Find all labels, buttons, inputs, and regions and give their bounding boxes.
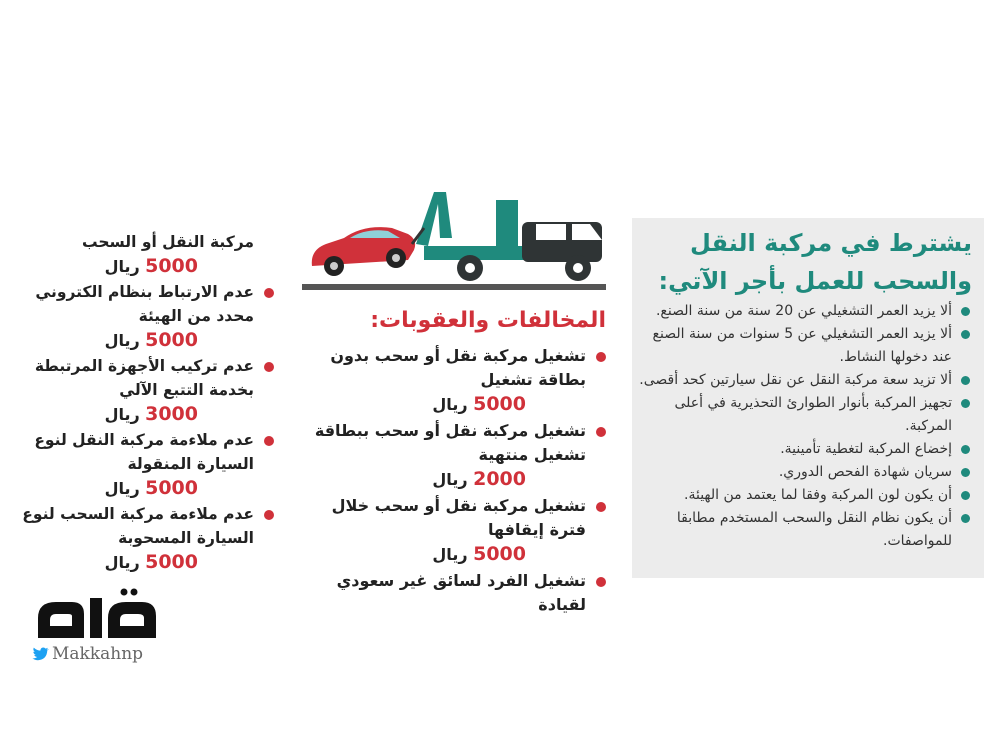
violation-text: تشغيل مركبة نقل أو سحب خلال فترة إيقافها [331, 496, 586, 539]
fine-text: عدم تركيب الأجهزة المرتبطة بخدمة التتبع الآلي [34, 357, 254, 399]
truck-body-icon [424, 200, 602, 281]
twitter-handle: Makkahnp [32, 644, 143, 664]
conditions-list [632, 300, 970, 553]
bullet-icon [961, 376, 970, 385]
bullet-icon [961, 307, 970, 316]
bullet-icon [961, 399, 970, 408]
tow-boom-icon [412, 192, 452, 246]
fine-amount: 5000 ريال [104, 477, 198, 499]
fine-item [12, 502, 274, 575]
tow-truck-illustration [304, 188, 608, 284]
condition-item: سريان شهادة الفحص الدوري. [632, 461, 970, 484]
condition-item: ألا يزيد العمر التشغيلي عن 20 سنة من سنة الصنع. [632, 300, 970, 323]
fine-item [12, 280, 274, 353]
fine-text: عدم الارتباط بنظام الكتروني محدد من الهيئة [35, 283, 254, 325]
violation-item [306, 344, 606, 417]
violations-list [306, 344, 606, 617]
bullet-icon [961, 445, 970, 454]
violation-item [306, 569, 606, 617]
violations-title: المخالفات والعقوبات: [370, 308, 606, 333]
bullet-icon [961, 491, 970, 500]
bullet-icon [596, 352, 606, 362]
condition-item: ألا يزيد العمر التشغيلي عن 5 سنوات من سنة الصنع عند دخولها النشاط. [632, 323, 970, 369]
bullet-icon [264, 362, 274, 372]
fine-amount: 3000 ريال [104, 403, 198, 425]
conditions-title: يشترط في مركبة النقل والسحب للعمل بأجر الآتي: [658, 229, 972, 295]
fine-amount: 5000 ريال [432, 543, 526, 565]
fine-item [12, 354, 274, 427]
fine-text: عدم ملاءمة مركبة النقل لنوع السيارة المنقولة [34, 431, 254, 473]
twitter-icon [32, 647, 50, 661]
violation-item [306, 494, 606, 567]
bullet-icon [961, 330, 970, 339]
fine-item [12, 230, 274, 279]
bullet-icon [264, 510, 274, 520]
bullet-icon [961, 468, 970, 477]
fine-text: عدم ملاءمة مركبة السحب لنوع السيارة المسحوبة [22, 505, 254, 547]
bullet-icon [961, 514, 970, 523]
violation-text: تشغيل مركبة نقل أو سحب بدون بطاقة تشغيل [330, 346, 586, 389]
fines-list [12, 230, 274, 576]
violation-text: تشغيل مركبة نقل أو سحب ببطاقة تشغيل منتهية [314, 421, 586, 464]
violation-item [306, 419, 606, 492]
fine-text: مركبة النقل أو السحب [81, 233, 254, 251]
fine-amount: 2000 ريال [432, 468, 526, 490]
towed-car-icon [312, 227, 415, 276]
condition-item: أن يكون لون المركبة وفقا لما يعتمد من الهيئة. [632, 484, 970, 507]
fine-item [12, 428, 274, 501]
fine-amount: 5000 ريال [104, 329, 198, 351]
condition-item: إخضاع المركبة لتغطية تأمينية. [632, 438, 970, 461]
bullet-icon [264, 288, 274, 298]
fine-amount: 5000 ريال [104, 255, 198, 277]
bullet-icon [596, 577, 606, 587]
makkah-logo [32, 588, 162, 644]
bullet-icon [264, 436, 274, 446]
fine-amount: 5000 ريال [104, 551, 198, 573]
violation-text: تشغيل الفرد لسائق غير سعودي لقيادة [336, 571, 586, 614]
ground-line [302, 284, 606, 290]
condition-item: تجهيز المركبة بأنوار الطوارئ التحذيرية في أعلى المركبة. [632, 392, 970, 438]
condition-item: ألا تزيد سعة مركبة النقل عن نقل سيارتين كحد أقصى. [632, 369, 970, 392]
fine-amount: 5000 ريال [432, 393, 526, 415]
bullet-icon [596, 502, 606, 512]
bullet-icon [596, 427, 606, 437]
condition-item: أن يكون نظام النقل والسحب المستخدم مطابقا للمواصفات. [632, 507, 970, 553]
